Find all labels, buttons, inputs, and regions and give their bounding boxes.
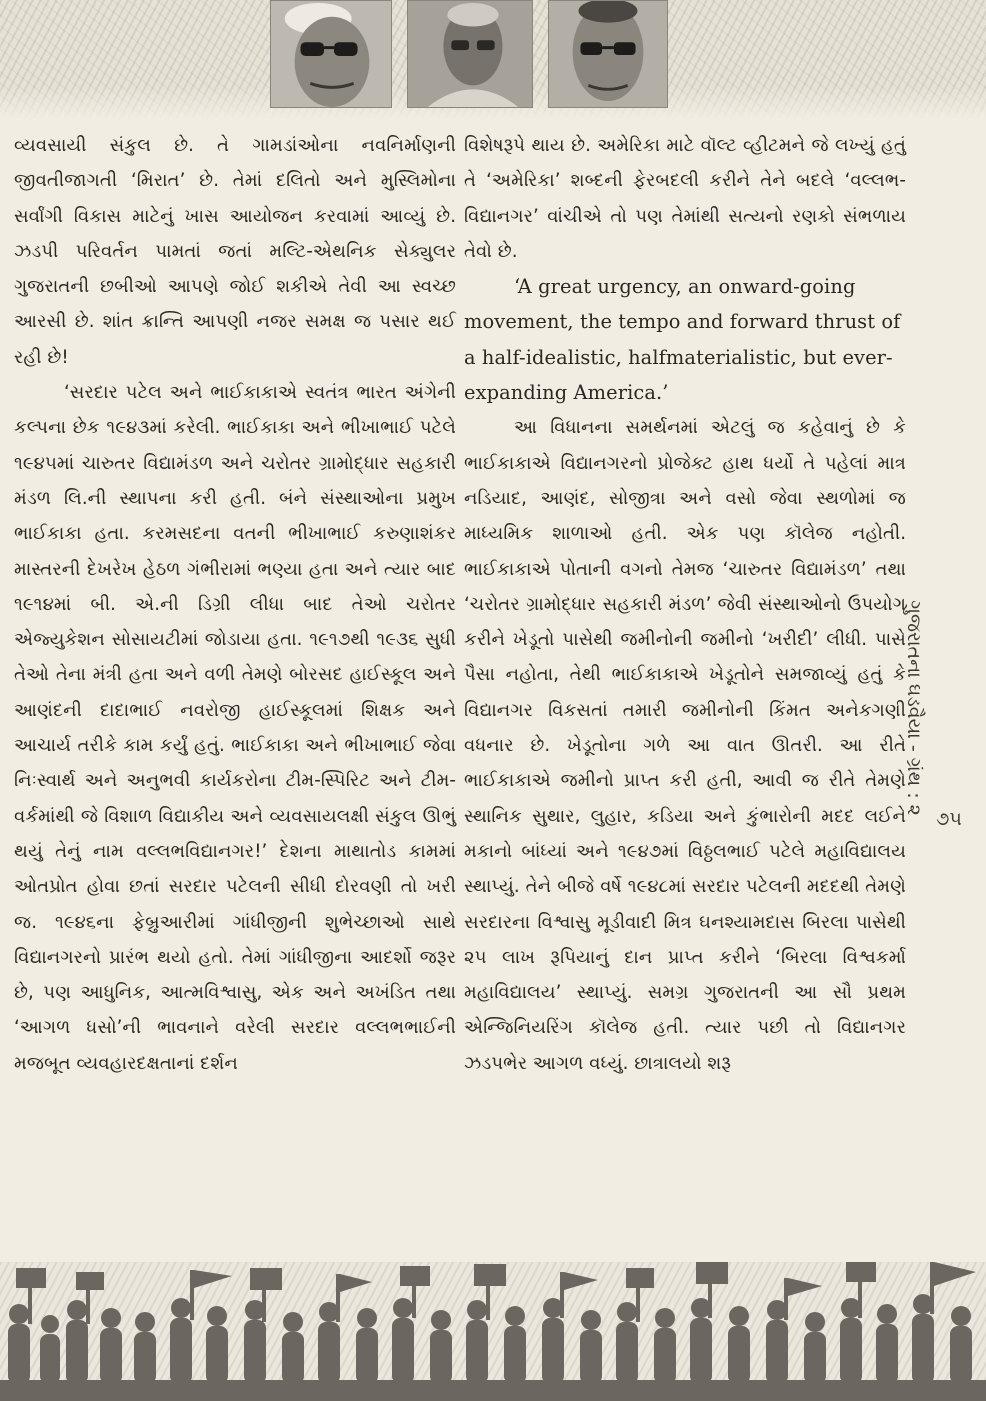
english-quote: ‘A great urgency, an onward-going movement, the tempo and forward thrust of a half-idealistic, halfmaterialistic, but ever-expanding America.’: [464, 275, 901, 405]
right-text-column: [464, 128, 906, 1081]
portrait-photo-2: [407, 0, 533, 108]
page-number: ૭૫: [936, 808, 962, 830]
crowd-silhouette-icon: [0, 1262, 986, 1401]
portrait-photo-3: [548, 0, 668, 108]
paragraph: આ વિધાનના સમર્થનમાં એટલું જ કહેવાનું છે કે ભાઈકાકાએ વિદ્યાનગરનો પ્રોજેક્ટ હાથ ધર્યો તે પહેલાં માત્ર નડિયાદ, આણંદ, સોજીત્રા અને વસો જેવા સ્થળોમાં જ માધ્યમિક શાળાઓ હતી. એક પણ કૉલેજ નહોતી. ભાઈકાકાએ પોતાની વગનો તેમજ ‘ચારુતર વિદ્યામંડળ’ તથા ‘ચરોતર ગ્રામોદ્ધાર સહકારી મંડળ’ જેવી સંસ્થાઓનો ઉપયોગ કરીને ખેડૂતો પાસેથી જમીનોની જમીનો ‘ખરીદી’ લીધી. પાસે પૈસા નહોતા, તેથી ભાઈકાકાએ ખેડૂતોને સમજાવ્યું હતું કે વિદ્યાનગર વિકસતાં તમારી જમીનોની કિંમત અનેકગણી વધનાર છે. ખેડૂતોના ગળે આ વાત ઊતરી. આ રીતે ભાઈકાકાએ જમીનો પ્રાપ્ત કરી હતી, આવી જ રીતે તેમણે સ્થાનિક સુથાર, લુહાર, કડિયા અને કુંભારોની મદદ લઈને મકાનો બાંધ્યાં અને ૧૯૪૭માં વિઠ્ઠલભાઈ પટેલે મહાવિદ્યાલય સ્થાપ્યું. તેને બીજે વર્ષે ૧૯૪૮માં સરદાર પટેલની મદદથી તેમણે સરદારના વિશ્વાસુ મૂડીવાદી મિત્ર ઘનશ્યામદાસ બિરલા પાસેથી ૨૫ લાખ રૂપિયાનું દાન પ્રાપ્ત કરીને ‘બિરલા વિશ્વકર્મા મહાવિદ્યાલય’ સ્થાપ્યું. સમગ્ર ગુજરાતની આ સૌ પ્રથમ એન્જિનિયરિંગ કૉલેજ હતી. ત્યાર પછી તો વિદ્યાનગર ઝડપભેર આગળ વધ્યું. છાત્રાલયો શરૂ: [464, 417, 906, 1074]
paragraph: વ્યવસાયી સંકુલ છે. તે ગામડાંઓના નવનિર્માણની જીવતીજાગતી ‘મિરાત’ છે. તેમાં દલિતો અને મુસ્લિમોના સર્વાંગી વિકાસ માટેનું ખાસ આયોજન કરવામાં આવ્યું છે. ઝડપી પરિવર્તન પામતાં જતાં મલ્ટિ-એથનિક સેક્યુલર ગુજરાતની છબીઓ આપણે જોઈ શકીએ તેવી આ સ્વચ્છ આરસી છે. શાંત ક્રાન્તિ આપણી નજર સમક્ષ જ પસાર થઈ રહી છે!: [14, 135, 456, 368]
footer-crowd-illustration: [0, 1262, 986, 1401]
left-text-column: [14, 128, 456, 1081]
paragraph: વિશેષરૂપે થાય છે. અમેરિકા માટે વૉલ્ટ વ્હીટમને જે લખ્યું હતું તે ‘અમેરિકા’ શબ્દની ફેરબદલી કરીને તેને બદલે ‘વલ્લભ- વિદ્યાનગર’ વાંચીએ તો પણ તેમાંથી સત્યનો રણકો સંભળાય તેવો છે.: [464, 135, 906, 262]
portrait-photo-1: [270, 0, 392, 108]
running-header-book-title: ગુજરાતના ઘડવૈયા - ગ્રંથ : ૨: [903, 600, 925, 816]
paragraph: ‘સરદાર પટેલ અને ભાઈકાકાએ સ્વતંત્ર ભારત અંગેની કલ્પના છેક ૧૯૪૩માં કરેલી. ભાઈકાકા અને ભીખાભાઈ પટેલે ૧૯૪૫માં ચારુતર વિદ્યામંડળ અને ચરોતર ગ્રામોદ્ધાર સહકારી મંડળ લિ.ની સ્થાપના કરી હતી. બંને સંસ્થાઓના પ્રમુખ ભાઈકાકા હતા. કરમસદના વતની ભીખાભાઈ કરુણાશંકર માસ્તરની દેખરેખ હેઠળ ગંભીરામાં ભણ્યા હતા અને ત્યાર બાદ ૧૯૧૪માં બી. એ.ની ડિગ્રી લીધા બાદ તેઓ ચરોતર એજ્યુકેશન સોસાયટીમાં જોડાયા હતા. ૧૯૧૭થી ૧૯૩૬ સુધી તેઓ તેના મંત્રી હતા અને વળી તેમણે બોરસદ હાઈસ્કૂલ અને આણંદની દાદાભાઈ નવરોજી હાઈસ્કૂલમાં શિક્ષક અને આચાર્ય તરીકે કામ કર્યું હતું. ભાઈકાકા અને ભીખાભાઈ જેવા નિઃસ્વાર્થ અને અનુભવી કાર્યકરોના ટીમ-સ્પિરિટ અને ટીમ-વર્કમાંથી જે વિશાળ વિદ્યાકીય અને વ્યવસાયલક્ષી સંકુલ ઊભું થયું તેનું નામ વલ્લભવિદ્યાનગર!’ દેશના માથાતોડ કામમાં ઓતપ્રોત હોવા છતાં સરદાર પટેલની સીધી દોરવણી તો ખરી જ. ૧૯૪૬ના ફેબ્રુઆરીમાં ગાંધીજીની શુભેચ્છાઓ સાથે વિદ્યાનગરનો પ્રારંભ થયો હતો. તેમાં ગાંધીજીના આદર્શો જરૂર છે, પણ આધુનિક, આત્મવિશ્વાસુ, એક અને અખંડિત તથા ‘આગળ ધસો’ની ભાવનાને વરેલી સરદાર વલ્લભભાઈની મજબૂત વ્યવહારદક્ષતાનાં દર્શન: [14, 382, 456, 1074]
